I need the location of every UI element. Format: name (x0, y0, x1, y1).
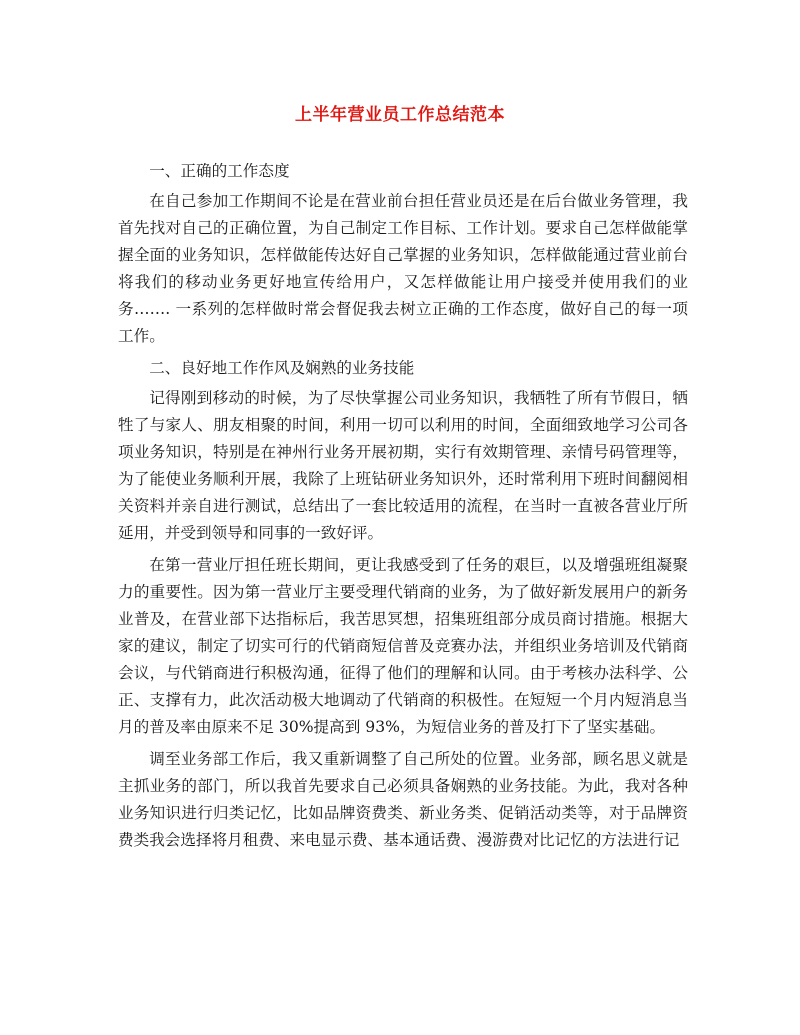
paragraph: 在自己参加工作期间不论是在营业前台担任营业员还是在后台做业务管理，我首先找对自己的正确位置，为自己制定工作目标、工作计划。要求自己怎样做能掌握全面的业务知识，怎样做能传达好自己掌握的业务知识，怎样做能通过营业前台将我们的移动业务更好地宣传给用户，又怎样做能让用户接受并使用我们的业务……. 一系列的怎样做时常会督促我去树立正确的工作态度，做好自己的每一项工作。 (118, 192, 688, 345)
paragraph: 调至业务部工作后，我又重新调整了自己所处的位置。业务部，顾名思义就是主抓业务的部门，所以我首先要求自己必须具备娴熟的业务技能。为此，我对各种业务知识进行归类记忆，比如品牌资费类、新业务类、促销活动类等，对于品牌资费类我会选择将月租费、来电显示费、基本通话费、漫游费对比记忆的方法进行记 (118, 750, 688, 849)
document-body (118, 158, 688, 859)
section-heading-1: 一、正确的工作态度 (149, 162, 290, 180)
paragraph: 在第一营业厅担任班长期间，更让我感受到了任务的艰巨，以及增强班组凝聚力的重要性。因为第一营业厅主要受理代销商的业务，为了做好新发展用户的新务业普及，在营业部下达指标后，我苦思冥想，招集班组部分成员商讨措施。根据大家的建议，制定了切实可行的代销商短信普及竞赛办法，并组织业务培训及代销商会议，与代销商进行积极沟通，征得了他们的理解和认同。由于考核办法科学、公正、支撑有力，此次活动极大地调动了代销商的积极性。在短短一个月内短消息当月的普及率由原来不足 30%提高到 93%，为短信业务的普及打下了坚实基础。 (118, 556, 688, 736)
paragraph: 记得刚到移动的时候，为了尽快掌握公司业务知识，我牺牲了所有节假日，牺牲了与家人、朋友相聚的时间，利用一切可以利用的时间，全面细致地学习公司各项业务知识，特别是在神州行业务开展初期，实行有效期管理、亲情号码管理等，为了能使业务顺利开展，我除了上班钻研业务知识外，还时常利用下班时间翻阅相关资料并亲自进行测试，总结出了一套比较适用的流程，在当时一直被各营业厅所延用，并受到领导和同事的一致好评。 (118, 389, 688, 542)
section-heading-2: 二、良好地工作作风及娴熟的业务技能 (149, 359, 415, 377)
document-title: 上半年营业员工作总结范本 (295, 105, 505, 125)
